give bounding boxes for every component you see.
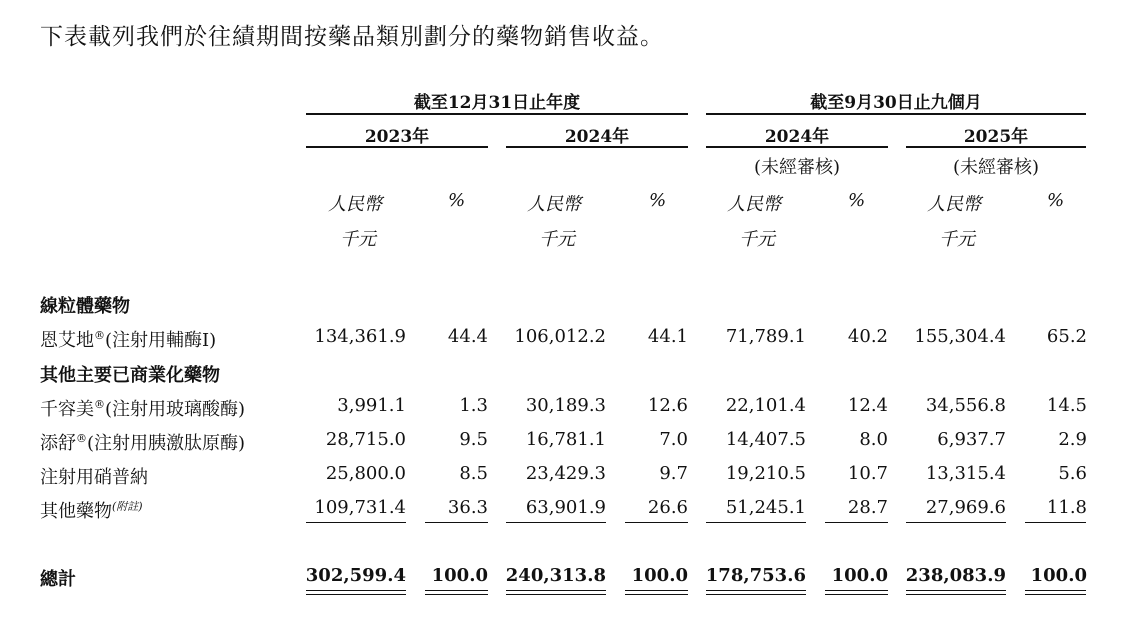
table-cell: 5.6	[1058, 463, 1087, 484]
underline-col2	[425, 522, 488, 523]
double-underline-col5	[706, 590, 806, 595]
table-cell: 30,189.3	[525, 395, 606, 416]
table-cell: 106,012.2	[514, 326, 606, 347]
year-rule-2024	[506, 146, 688, 148]
unit-rmb-3: 人民幣	[727, 194, 781, 215]
unit-rmb-2: 人民幣	[527, 194, 581, 215]
total-cell: 302,599.4	[305, 565, 406, 586]
unaudited-2024: (未經審核)	[753, 157, 841, 178]
double-underline-col1	[306, 590, 406, 595]
unaudited-2025: (未經審核)	[952, 157, 1040, 178]
table-cell: 1.3	[459, 395, 488, 416]
year-rule-2024-nine	[706, 146, 888, 148]
unit-thousand-2: 千元	[539, 229, 575, 250]
table-cell: 25,800.0	[325, 463, 406, 484]
table-cell: 28.7	[847, 497, 888, 518]
year-header-2024: 2024年	[564, 127, 630, 147]
row-label-qianrongmei: 千容美®(注射用玻璃酸酶)	[40, 398, 246, 420]
table-cell: 134,361.9	[314, 326, 406, 347]
double-underline-col8	[1025, 590, 1086, 595]
underline-col5	[706, 522, 806, 523]
underline-col1	[306, 522, 406, 523]
table-cell: 6,937.7	[937, 429, 1006, 450]
total-cell: 100.0	[631, 565, 688, 586]
double-underline-col7	[906, 590, 1006, 595]
unit-thousand-4: 千元	[939, 229, 975, 250]
table-cell: 65.2	[1046, 326, 1087, 347]
group-header-nine-months: 截至9月30日止九個月	[810, 93, 982, 113]
row-label-total: 總計	[40, 569, 76, 590]
table-cell: 44.4	[447, 326, 488, 347]
double-underline-col3	[506, 590, 606, 595]
table-cell: 63,901.9	[525, 497, 606, 518]
table-cell: 12.6	[647, 395, 688, 416]
table-cell: 26.6	[647, 497, 688, 518]
unit-pct-4: %	[1047, 190, 1065, 211]
group-rule-nine-months	[706, 113, 1086, 115]
table-cell: 36.3	[447, 497, 488, 518]
row-label-enaidi: 恩艾地®(注射用輔酶I)	[40, 329, 217, 351]
table-cell: 44.1	[647, 326, 688, 347]
group-header-annual: 截至12月31日止年度	[413, 93, 581, 113]
underline-col6	[825, 522, 888, 523]
category-mitochondrial: 線粒體藥物	[40, 296, 130, 317]
table-cell: 109,731.4	[314, 497, 406, 518]
row-label-other-drugs: 其他藥物$^{(附註)}$	[40, 500, 143, 522]
table-cell: 23,429.3	[525, 463, 606, 484]
underline-col8	[1025, 522, 1086, 523]
row-label-nitroprusside: 注射用硝普納	[40, 467, 148, 488]
table-cell: 16,781.1	[525, 429, 606, 450]
unit-rmb-4: 人民幣	[927, 194, 981, 215]
table-cell: 51,245.1	[725, 497, 806, 518]
double-underline-col2	[425, 590, 488, 595]
year-header-2023: 2023年	[364, 127, 430, 147]
table-cell: 14.5	[1046, 395, 1087, 416]
table-cell: 10.7	[847, 463, 888, 484]
table-cell: 12.4	[847, 395, 888, 416]
table-cell: 28,715.0	[325, 429, 406, 450]
total-cell: 100.0	[831, 565, 888, 586]
total-cell: 178,753.6	[705, 565, 806, 586]
table-cell: 40.2	[847, 326, 888, 347]
table-cell: 34,556.8	[925, 395, 1006, 416]
unit-rmb-1: 人民幣	[328, 194, 382, 215]
table-cell: 3,991.1	[337, 395, 406, 416]
table-cell: 11.8	[1046, 497, 1087, 518]
table-cell: 2.9	[1058, 429, 1087, 450]
double-underline-col6	[825, 590, 888, 595]
double-underline-col4	[625, 590, 688, 595]
underline-col7	[906, 522, 1006, 523]
table-cell: 13,315.4	[925, 463, 1006, 484]
unit-pct-1: %	[448, 190, 466, 211]
intro-text: 下表載列我們於往績期間按藥品類別劃分的藥物銷售收益。	[40, 24, 664, 50]
total-cell: 100.0	[1030, 565, 1087, 586]
unit-pct-3: %	[848, 190, 866, 211]
table-cell: 155,304.4	[914, 326, 1006, 347]
unit-thousand-1: 千元	[340, 229, 376, 250]
row-label-tianshu: 添舒®(注射用胰激肽原酶)	[40, 432, 246, 454]
unit-thousand-3: 千元	[739, 229, 775, 250]
table-cell: 8.5	[459, 463, 488, 484]
table-cell: 19,210.5	[725, 463, 806, 484]
category-other-major: 其他主要已商業化藥物	[40, 365, 220, 386]
year-rule-2023	[306, 146, 488, 148]
table-cell: 14,407.5	[725, 429, 806, 450]
underline-col4	[625, 522, 688, 523]
table-cell: 22,101.4	[725, 395, 806, 416]
year-header-2024-nine: 2024年	[764, 127, 830, 147]
total-cell: 238,083.9	[905, 565, 1006, 586]
underline-col3	[506, 522, 606, 523]
table-cell: 71,789.1	[725, 326, 806, 347]
unit-pct-2: %	[649, 190, 667, 211]
year-rule-2025-nine	[906, 146, 1086, 148]
table-cell: 9.7	[659, 463, 688, 484]
table-cell: 8.0	[859, 429, 888, 450]
table-cell: 9.5	[459, 429, 488, 450]
total-cell: 100.0	[431, 565, 488, 586]
total-cell: 240,313.8	[505, 565, 606, 586]
table-cell: 27,969.6	[925, 497, 1006, 518]
year-header-2025-nine: 2025年	[963, 127, 1029, 147]
group-rule-annual	[306, 113, 688, 115]
table-cell: 7.0	[659, 429, 688, 450]
